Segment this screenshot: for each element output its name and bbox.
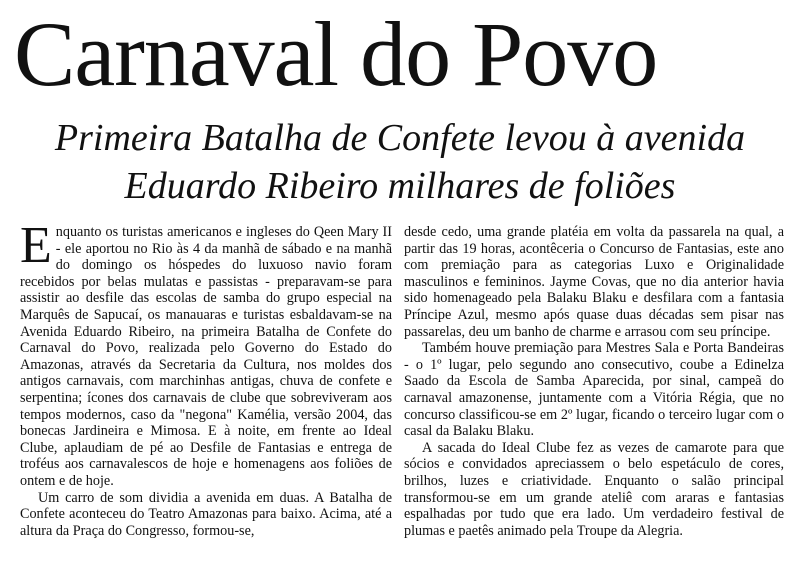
article-column-left bbox=[20, 217, 392, 539]
headline: Carnaval do Povo bbox=[14, 3, 658, 105]
subheadline-line-1: Primeira Batalha de Confete levou à avenida bbox=[54, 117, 746, 159]
article-column-right bbox=[404, 224, 784, 539]
drop-cap: E bbox=[20, 217, 52, 274]
subheadline-line-2: Eduardo Ribeiro milhares de foliões bbox=[124, 165, 676, 207]
article-paragraph bbox=[20, 217, 392, 490]
article-paragraph: desde cedo, uma grande platéia em volta da passarela na qual, a partir das 19 horas, acontêceria o Concurso de Fantasias, este ano com premiação para as categorias Luxo e Originalidade masculinos e femininos. Jayme Covas, que no dia anterior havia sido homenageado pela Balaku Blaku e desfilara com a fantasia Príncipe Azul, mesmo após quase duas décadas sem pisar nas passarelas, deu um banho de charme e arrasou com seu príncipe. bbox=[404, 224, 784, 340]
article-paragraph: Também houve premiação para Mestres Sala e Porta Bandeiras - o 1º lugar, pelo segundo ano consecutivo, coube a Edinelza Saado da Escola de Samba Aparecida, por sinal, campeã do carnaval amazonense, juntamente com a Vitória Régia, que no concurso classificou-se em 2º lugar, ficando o terceiro lugar com o casal da Balaku Blaku. bbox=[404, 340, 784, 440]
subheadline bbox=[0, 114, 800, 210]
paragraph-text: nquanto os turistas americanos e ingleses do Qeen Mary II - ele aportou no Rio às 4 da manhã de sábado e na manhã do domingo os hóspedes do luxuoso navio foram recebidos por belas mulatas e passistas - preparavam-se para assistir ao desfile das escolas de samba do grupo especial na Marquês de Sapucaí, os manauaras e turistas esbaldavam-se na Avenida Eduardo Ribeiro, na primeira Batalha de Confete do Carnaval do Povo, realizada pelo Governo do Estado do Amazonas, através da Secretaria da Cultura, nos moldes dos antigos carnavais, com marchinhas antigas, chuva de confete e serpentina; ícones dos carnavais de clube que sobreviveram aos tempos modernos, caso da "negona" Kamélia, versão 2004, das bonecas Jardineira e Mimosa. E à noite, em frente ao Ideal Clube, aplaudiam de pé ao Desfile de Fantasias e entrega de troféus aos carnavalescos de hoje e homenagens aos foliões de ontem e de hoje. bbox=[20, 224, 392, 489]
article-paragraph: A sacada do Ideal Clube fez as vezes de camarote para que sócios e convidados apreciassem o belo espetáculo de cores, brilhos, luzes e criatividade. Enquanto o salão principal transformou-se em um grande ateliê com araras e fantasias espalhadas por tudo que era lado. Um verdadeiro festival de plumas e paetês animado pela Troupe da Alegria. bbox=[404, 439, 784, 539]
article-paragraph: Um carro de som dividia a avenida em duas. A Batalha de Confete aconteceu do Teatro Amazonas para baixo. Acima, até a altura da Praça do Congresso, formou-se, bbox=[20, 489, 392, 539]
